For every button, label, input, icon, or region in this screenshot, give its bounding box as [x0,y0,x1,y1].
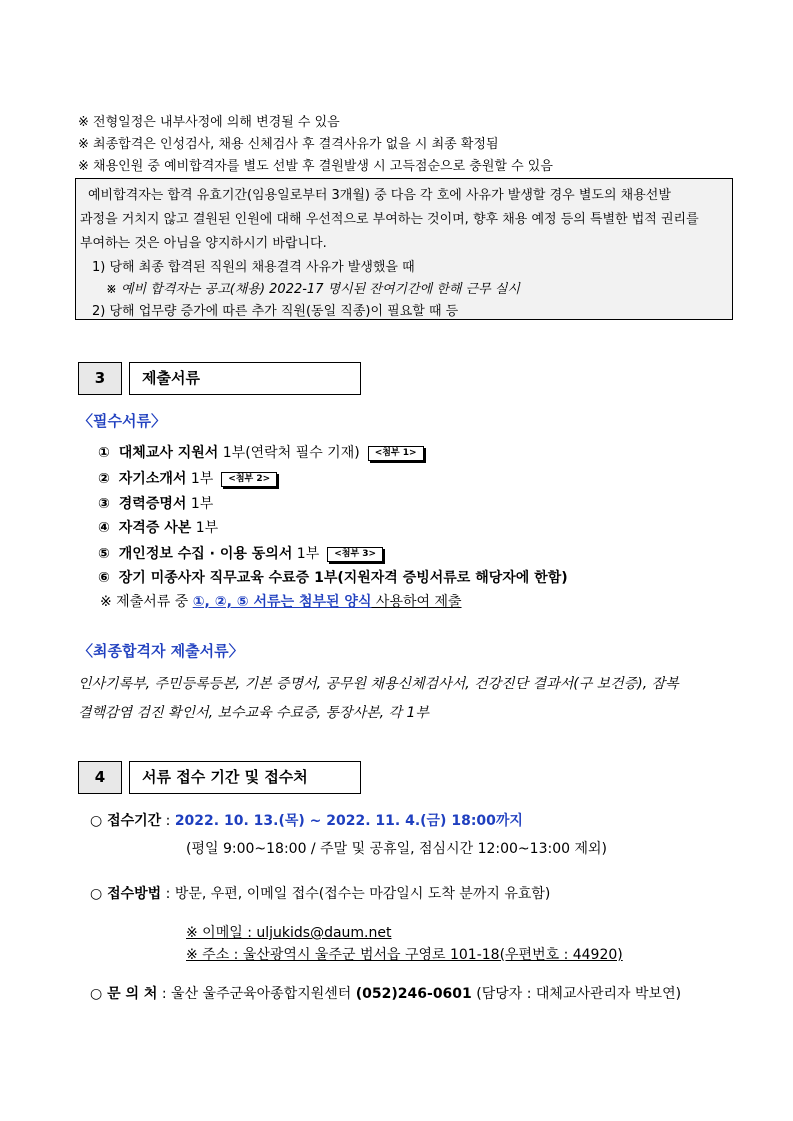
doc-item-marker: ⑥ [98,570,110,586]
doc-item-marker: ③ [98,496,110,512]
doc-item-detail: 1부 [186,496,214,512]
doc-item-name: 경력증명서 [118,496,187,512]
section-4-title: 서류 접수 기간 및 접수처 [129,761,361,794]
address-line: ※ 주소 : 울산광역시 울주군 범서읍 구영로 101-18(우편번호 : 44920) [186,947,623,963]
reserve-line-1: 예비합격자는 합격 유효기간(임용일로부터 3개월) 중 다음 각 호에 사유가 발생할 경우 별도의 채용선발 [88,188,671,203]
attachment-tag: <첨부 3> [327,547,383,562]
final-docs-line-2: 결핵감염 검진 확인서, 보수교육 수료증, 통장사본, 각 1부 [78,705,429,721]
doc-item-marker: ⑤ [98,546,110,562]
reserve-item-1: 1) 당해 최종 합격된 직원의 채용결격 사유가 발생했을 때 [92,260,415,275]
reserve-item-2: 2) 당해 업무량 증가에 따른 추가 직원(동일 직종)이 필요할 때 등 [92,304,459,319]
doc-item-1 [98,442,424,462]
doc-item-6 [98,567,568,587]
reserve-item-1-note: ※ 예비 합격자는 공고(채용) 2022-17 명시된 잔여기간에 한해 근무 실시 [106,282,520,297]
period-value: 2022. 10. 13.(목) ~ 2022. 11. 4.(금) 18:00까지 [174,813,523,829]
attachment-tag: <첨부 2> [221,472,277,487]
period-label: ○ 접수기간 [90,813,162,829]
reception-period: ○ 접수기간 : 2022. 10. 13.(목) ~ 2022. 11. 4.(금) 18:00까지 [90,813,523,829]
reserve-line-3: 부여하는 것은 아님을 양지하시기 바랍니다. [80,236,327,251]
section-3-number: 3 [78,362,122,395]
doc-item-name: 자기소개서 [118,471,187,487]
doc-item-2 [98,468,277,488]
final-docs-heading: 〈최종합격자 제출서류〉 [78,642,244,660]
doc-item-detail: 1부 [186,471,214,487]
doc-item-name: 장기 미종사자 직무교육 수료증 1부(지원자격 증빙서류로 해당자에 한함) [118,570,568,586]
method-label: ○ 접수방법 [90,886,162,902]
attachment-tag: <첨부 1> [368,446,424,461]
doc-item-name: 개인정보 수집 · 이용 동의서 [118,546,293,562]
reserve-line-2: 과정을 거치지 않고 결원된 인원에 대해 우선적으로 부여하는 것이며, 향후 채용 예정 등의 특별한 법적 권리를 [80,212,699,227]
reception-method: ○ 접수방법 : 방문, 우편, 이메일 접수(접수는 마감일시 도착 분까지 유효함) [90,886,551,902]
form-note-suffix: 사용하여 제출 [371,594,462,610]
method-value: 방문, 우편, 이메일 접수(접수는 마감일시 도착 분까지 유효함) [174,886,551,902]
reserve-info-box [75,178,733,320]
doc-item-3 [98,493,213,513]
contact-label: ○ 문 의 처 [90,986,158,1002]
doc-item-4 [98,517,218,537]
section-4-number: 4 [78,761,122,794]
email-line[interactable]: ※ 이메일 : uljukids@daum.net [186,925,392,941]
contact-person: (담당자 : 대체교사관리자 박보연) [471,986,682,1002]
form-note-prefix: ※ 제출서류 중 [100,594,193,610]
form-note-refs: ①, ②, ⑤ 서류는 첨부된 양식 [192,594,372,610]
doc-item-marker: ① [98,445,110,461]
contact-org: 울산 울주군육아종합지원센터 [171,986,356,1002]
note-schedule: ※ 전형일정은 내부사정에 의해 변경될 수 있음 [78,115,340,130]
doc-item-5 [98,543,383,563]
contact-info: ○ 문 의 처 : 울산 울주군육아종합지원센터 (052)246-0601 (담당자 : 대체교사관리자 박보연) [90,986,682,1002]
doc-item-name: 자격증 사본 [118,520,192,536]
note-reserve: ※ 채용인원 중 예비합격자를 별도 선발 후 결원발생 시 고득점순으로 충원할 수 있음 [78,159,553,174]
doc-item-name: 대체교사 지원서 [118,445,219,461]
doc-item-marker: ② [98,471,110,487]
form-usage-note [100,591,462,611]
doc-item-detail: 1부(연락처 필수 기재) [218,445,360,461]
final-docs-line-1: 인사기록부, 주민등록등본, 기본 증명서, 공무원 채용신체검사서, 건강진단 결과서(구 보건증), 잠복 [78,676,679,692]
required-docs-heading: 〈필수서류〉 [78,412,166,430]
contact-phone: (052)246-0601 [355,986,472,1002]
note-final-pass: ※ 최종합격은 인성검사, 채용 신체검사 후 결격사유가 없을 시 최종 확정됨 [78,137,499,152]
doc-item-detail: 1부 [292,546,320,562]
doc-item-marker: ④ [98,520,110,536]
period-detail: (평일 9:00~18:00 / 주말 및 공휴일, 점심시간 12:00~13:00 제외) [186,841,607,857]
section-3-title: 제출서류 [129,362,361,395]
doc-item-detail: 1부 [191,520,219,536]
